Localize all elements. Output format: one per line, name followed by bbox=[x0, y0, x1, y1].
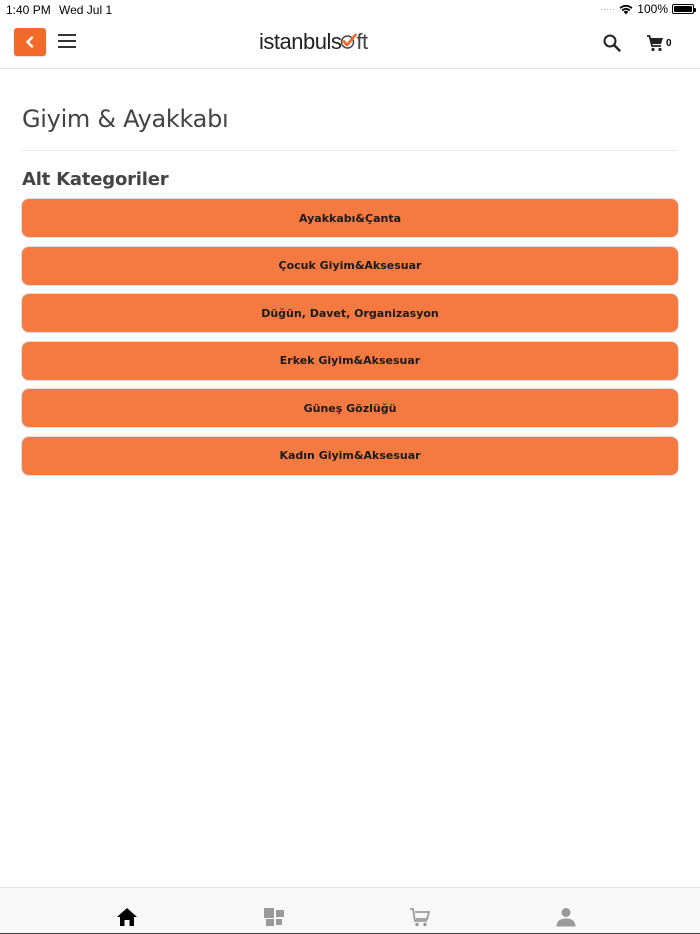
tab-cart[interactable] bbox=[408, 905, 432, 929]
subcategory-label: Kadın Giyim&Aksesuar bbox=[279, 449, 421, 462]
logo-check-icon bbox=[341, 27, 356, 49]
search-button[interactable] bbox=[602, 33, 622, 53]
menu-line bbox=[58, 34, 76, 36]
subcategory-button-kadin-giyim[interactable] bbox=[22, 437, 678, 475]
logo-text-left: istanbuls bbox=[259, 29, 342, 54]
status-right bbox=[600, 2, 694, 16]
subcategory-button-ayakkabi-canta[interactable] bbox=[22, 199, 678, 237]
cart-button[interactable] bbox=[646, 33, 674, 53]
cart-icon bbox=[646, 34, 664, 52]
menu-line bbox=[58, 46, 76, 48]
status-date: Wed Jul 1 bbox=[59, 3, 113, 17]
tab-home[interactable] bbox=[115, 905, 139, 929]
bottom-tab-bar bbox=[0, 887, 700, 934]
battery-percent: 100% bbox=[637, 2, 668, 16]
page-title: Giyim & Ayakkabı bbox=[22, 105, 229, 133]
subcategory-button-erkek-giyim[interactable] bbox=[22, 342, 678, 380]
cellular-signal-icon: ····· bbox=[600, 4, 616, 14]
tab-categories[interactable] bbox=[262, 905, 286, 929]
menu-line bbox=[58, 40, 76, 42]
categories-icon bbox=[263, 907, 285, 927]
tab-account[interactable] bbox=[554, 905, 578, 929]
cart-outline-icon bbox=[409, 907, 431, 927]
istanbulsoft-logo[interactable] bbox=[259, 27, 368, 55]
chevron-left-icon bbox=[25, 36, 35, 48]
subcategory-button-cocuk-giyim[interactable] bbox=[22, 247, 678, 285]
status-bar bbox=[0, 0, 700, 20]
title-divider bbox=[22, 150, 678, 151]
home-icon bbox=[116, 907, 138, 927]
account-icon bbox=[555, 907, 577, 927]
hamburger-menu-button[interactable] bbox=[58, 34, 76, 48]
subcategory-label: Düğün, Davet, Organizasyon bbox=[261, 306, 439, 320]
subcategories-heading: Alt Kategoriler bbox=[22, 169, 169, 190]
subcategory-label: Çocuk Giyim&Aksesuar bbox=[278, 259, 422, 272]
subcategory-label: Ayakkabı&Çanta bbox=[298, 211, 401, 225]
nav-bar bbox=[0, 20, 700, 69]
search-icon bbox=[602, 33, 622, 53]
cart-count-badge: 0 bbox=[666, 37, 672, 49]
subcategory-button-gunes-gozlugu[interactable] bbox=[22, 389, 678, 427]
back-button[interactable] bbox=[14, 28, 46, 56]
subcategory-label: Erkek Giyim&Aksesuar bbox=[279, 354, 421, 367]
subcategory-label: Güneş Gözlüğü bbox=[303, 401, 397, 415]
subcategory-list bbox=[22, 199, 678, 484]
status-time: 1:40 PM bbox=[6, 3, 51, 17]
battery-icon bbox=[672, 4, 694, 14]
wifi-icon bbox=[619, 4, 633, 15]
subcategory-button-dugun-davet[interactable] bbox=[22, 294, 678, 332]
logo-text-right: ft bbox=[356, 29, 368, 54]
